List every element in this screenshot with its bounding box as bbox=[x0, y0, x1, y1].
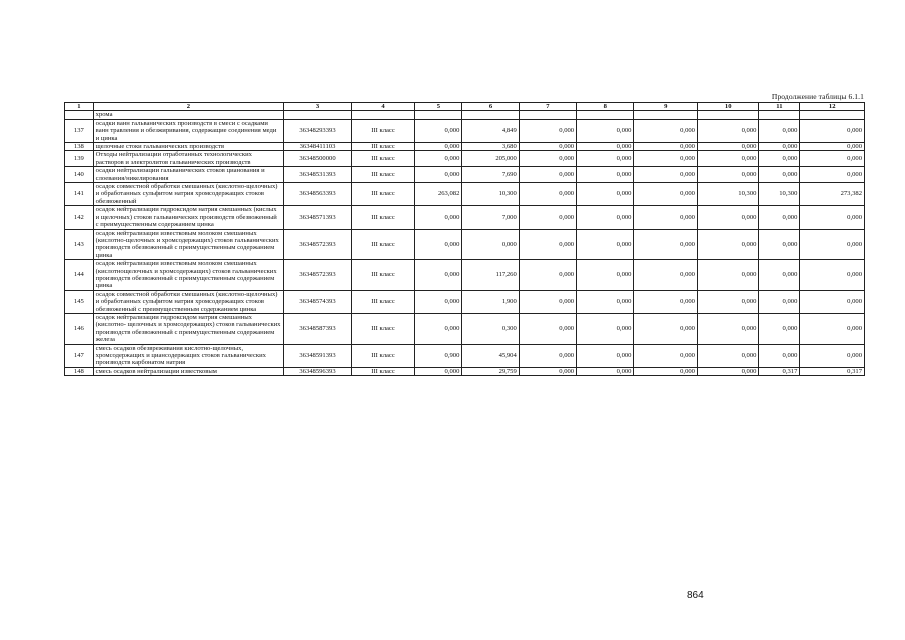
row-number: 140 bbox=[65, 167, 94, 183]
value-cell: 0,000 bbox=[759, 151, 800, 167]
value-cell: 10,300 bbox=[759, 183, 800, 206]
waste-code: 36348572393 bbox=[284, 229, 352, 260]
value-cell: 273,382 bbox=[800, 183, 865, 206]
value-cell: 0,000 bbox=[697, 143, 758, 151]
value-cell: 0,000 bbox=[697, 119, 758, 142]
value-cell: 0,000 bbox=[634, 260, 698, 291]
table-row bbox=[65, 229, 865, 260]
value-cell: 0,000 bbox=[634, 290, 698, 313]
value-cell: 0,000 bbox=[759, 206, 800, 229]
value-cell: 0,000 bbox=[634, 367, 698, 375]
value-cell: 0,000 bbox=[800, 260, 865, 291]
waste-name: осадок совместной обработки смешанных (кислотно-щелочных) и обработанных сульфитом натрия хромсодержащих стоков обезвоженный с преимущественным содержанием цинка bbox=[93, 290, 284, 313]
row-number: 141 bbox=[65, 183, 94, 206]
value-cell: 0,317 bbox=[800, 367, 865, 375]
col-header: 10 bbox=[697, 103, 758, 111]
value-cell: 0,000 bbox=[415, 119, 462, 142]
value-cell: 0,000 bbox=[759, 167, 800, 183]
hazard-class: III класс bbox=[351, 344, 415, 367]
value-cell: 45,904 bbox=[462, 344, 519, 367]
value-cell: 0,000 bbox=[519, 167, 576, 183]
value-cell: 0,000 bbox=[577, 344, 634, 367]
value-cell: 29,759 bbox=[462, 367, 519, 375]
page-number: 864 bbox=[687, 590, 704, 601]
waste-table bbox=[64, 102, 865, 376]
table-row bbox=[65, 167, 865, 183]
waste-name: осадок нейтрализации известковым молоком смешанных (кислотнощелочных и хромсодержащих) стоков гальванических производств обезвоженный с преимущественным содержанием цинка bbox=[93, 260, 284, 291]
value-cell: 0,000 bbox=[577, 151, 634, 167]
value-cell: 0,000 bbox=[415, 313, 462, 344]
hazard-class: III класс bbox=[351, 290, 415, 313]
value-cell: 0,000 bbox=[697, 290, 758, 313]
row-number: 143 bbox=[65, 229, 94, 260]
table-row bbox=[65, 119, 865, 142]
col-header: 5 bbox=[415, 103, 462, 111]
table-row bbox=[65, 183, 865, 206]
col-header: 9 bbox=[634, 103, 698, 111]
table-row bbox=[65, 313, 865, 344]
value-cell: 0,000 bbox=[759, 229, 800, 260]
value-cell: 0,000 bbox=[800, 167, 865, 183]
table-row bbox=[65, 367, 865, 375]
col-header: 8 bbox=[577, 103, 634, 111]
value-cell: 0,000 bbox=[634, 229, 698, 260]
waste-code: 36348411103 bbox=[284, 143, 352, 151]
value-cell: 0,000 bbox=[759, 344, 800, 367]
value-cell: 0,000 bbox=[415, 143, 462, 151]
value-cell: 0,000 bbox=[634, 344, 698, 367]
value-cell: 0,000 bbox=[415, 151, 462, 167]
value-cell: 0,000 bbox=[634, 143, 698, 151]
table-row bbox=[65, 143, 865, 151]
col-header: 2 bbox=[93, 103, 284, 111]
table-row bbox=[65, 151, 865, 167]
value-cell: 0,000 bbox=[519, 313, 576, 344]
table-row bbox=[65, 260, 865, 291]
value-cell: 0,000 bbox=[519, 183, 576, 206]
waste-code: 36348572393 bbox=[284, 260, 352, 291]
table-row bbox=[65, 206, 865, 229]
col-header: 11 bbox=[759, 103, 800, 111]
value-cell: 0,000 bbox=[519, 119, 576, 142]
row-number: 139 bbox=[65, 151, 94, 167]
value-cell: 0,000 bbox=[634, 167, 698, 183]
value-cell: 0,000 bbox=[697, 151, 758, 167]
table-row bbox=[65, 290, 865, 313]
value-cell: 0,000 bbox=[634, 313, 698, 344]
waste-code: 36348531393 bbox=[284, 167, 352, 183]
col-header: 12 bbox=[800, 103, 865, 111]
row-number: 137 bbox=[65, 119, 94, 142]
value-cell: 0,300 bbox=[462, 313, 519, 344]
value-cell: 0,000 bbox=[800, 313, 865, 344]
value-cell: 0,000 bbox=[697, 260, 758, 291]
hazard-class: III класс bbox=[351, 119, 415, 142]
hazard-class: III класс bbox=[351, 260, 415, 291]
waste-name: осадок нейтрализации гидроксидом натрия смешанных (кислых и щелочных) стоков гальванических производств обезвоженный с преимущественным содержанием цинка bbox=[93, 206, 284, 229]
value-cell: 0,000 bbox=[800, 344, 865, 367]
col-header: 6 bbox=[462, 103, 519, 111]
row-number: 147 bbox=[65, 344, 94, 367]
value-cell: 0,000 bbox=[519, 344, 576, 367]
value-cell: 10,300 bbox=[697, 183, 758, 206]
value-cell: 0,000 bbox=[800, 229, 865, 260]
value-cell: 0,000 bbox=[634, 206, 698, 229]
waste-code: 36348293393 bbox=[284, 119, 352, 142]
value-cell: 7,690 bbox=[462, 167, 519, 183]
value-cell: 0,000 bbox=[415, 229, 462, 260]
value-cell: 0,000 bbox=[519, 367, 576, 375]
value-cell: 3,680 bbox=[462, 143, 519, 151]
waste-code: 36348574393 bbox=[284, 290, 352, 313]
value-cell: 0,000 bbox=[462, 229, 519, 260]
value-cell: 0,000 bbox=[800, 119, 865, 142]
value-cell: 0,000 bbox=[415, 367, 462, 375]
hazard-class: III класс bbox=[351, 167, 415, 183]
value-cell: 10,300 bbox=[462, 183, 519, 206]
table-row bbox=[65, 344, 865, 367]
waste-name: щелочные стоки гальванических производств bbox=[93, 143, 284, 151]
hazard-class: III класс bbox=[351, 367, 415, 375]
hazard-class: III класс bbox=[351, 151, 415, 167]
value-cell: 205,000 bbox=[462, 151, 519, 167]
row-number: 144 bbox=[65, 260, 94, 291]
value-cell: 117,260 bbox=[462, 260, 519, 291]
waste-name: осадок нейтрализации гидроксидом натрия смешанных (кислотно- щелочных и хромсодержащих) стоков гальванических производств обезвоженный с преимущественным содержанием железа bbox=[93, 313, 284, 344]
continued-row bbox=[65, 111, 865, 119]
row-number: 146 bbox=[65, 313, 94, 344]
value-cell: 0,000 bbox=[415, 290, 462, 313]
value-cell: 0,000 bbox=[800, 143, 865, 151]
waste-code: 36348596393 bbox=[284, 367, 352, 375]
value-cell: 0,000 bbox=[697, 367, 758, 375]
value-cell: 0,000 bbox=[577, 313, 634, 344]
value-cell: 0,000 bbox=[697, 206, 758, 229]
value-cell: 0,000 bbox=[577, 290, 634, 313]
value-cell: 0,000 bbox=[697, 313, 758, 344]
value-cell: 0,317 bbox=[759, 367, 800, 375]
waste-name: осадки нейтрализации гальванических стоков цианования и слоевания/никелирования bbox=[93, 167, 284, 183]
value-cell: 0,000 bbox=[519, 151, 576, 167]
hazard-class: III класс bbox=[351, 229, 415, 260]
value-cell: 1,900 bbox=[462, 290, 519, 313]
value-cell: 0,000 bbox=[577, 229, 634, 260]
header-row bbox=[65, 103, 865, 111]
hazard-class: III класс bbox=[351, 143, 415, 151]
row-number: 138 bbox=[65, 143, 94, 151]
value-cell: 0,000 bbox=[577, 260, 634, 291]
col-header: 7 bbox=[519, 103, 576, 111]
value-cell: 0,000 bbox=[415, 167, 462, 183]
value-cell: 0,000 bbox=[759, 313, 800, 344]
continued-text: хрома bbox=[93, 111, 284, 119]
value-cell: 0,000 bbox=[634, 183, 698, 206]
waste-name: осадок совместной обработки смешанных (кислотно-щелочных) и обработанных сульфитом натрия хромсодержащих стоков обезвоженный bbox=[93, 183, 284, 206]
table-caption: Продолжение таблицы 6.1.1 bbox=[771, 92, 864, 101]
value-cell: 0,000 bbox=[577, 183, 634, 206]
value-cell: 0,000 bbox=[519, 260, 576, 291]
waste-code: 36348587393 bbox=[284, 313, 352, 344]
hazard-class: III класс bbox=[351, 183, 415, 206]
value-cell: 0,000 bbox=[519, 290, 576, 313]
value-cell: 0,000 bbox=[519, 229, 576, 260]
col-header: 4 bbox=[351, 103, 415, 111]
value-cell: 0,000 bbox=[519, 143, 576, 151]
value-cell: 0,000 bbox=[577, 367, 634, 375]
value-cell: 0,000 bbox=[800, 290, 865, 313]
value-cell: 4,849 bbox=[462, 119, 519, 142]
value-cell: 0,000 bbox=[577, 119, 634, 142]
value-cell: 0,000 bbox=[577, 143, 634, 151]
value-cell: 0,000 bbox=[415, 206, 462, 229]
waste-code: 36348591393 bbox=[284, 344, 352, 367]
value-cell: 0,000 bbox=[759, 143, 800, 151]
value-cell: 0,000 bbox=[759, 119, 800, 142]
value-cell: 0,000 bbox=[415, 260, 462, 291]
value-cell: 0,000 bbox=[577, 206, 634, 229]
col-header: 1 bbox=[65, 103, 94, 111]
waste-name: осадки ванн гальванических производств в смеси с осадками ванн травления и обезжиривания, содержащие соединения меди и цинка bbox=[93, 119, 284, 142]
col-header: 3 bbox=[284, 103, 352, 111]
waste-name: Отходы нейтрализации отработанных технологических растворов и электролитов гальванических производств bbox=[93, 151, 284, 167]
hazard-class: III класс bbox=[351, 313, 415, 344]
row-number: 142 bbox=[65, 206, 94, 229]
value-cell: 0,900 bbox=[415, 344, 462, 367]
row-number: 145 bbox=[65, 290, 94, 313]
waste-name: смесь осадков нейтрализации известковым bbox=[93, 367, 284, 375]
value-cell: 7,000 bbox=[462, 206, 519, 229]
value-cell: 0,000 bbox=[800, 206, 865, 229]
value-cell: 0,000 bbox=[759, 290, 800, 313]
value-cell: 0,000 bbox=[634, 151, 698, 167]
value-cell: 0,000 bbox=[697, 167, 758, 183]
value-cell: 263,082 bbox=[415, 183, 462, 206]
waste-code: 36348563393 bbox=[284, 183, 352, 206]
value-cell: 0,000 bbox=[577, 167, 634, 183]
value-cell: 0,000 bbox=[697, 344, 758, 367]
waste-name: осадок нейтрализации известковым молоком смешанных (кислотно-щелочных и хромсодержащих) стоков гальванических производств обезвоженный с преимущественным содержанием цинка bbox=[93, 229, 284, 260]
value-cell: 0,000 bbox=[634, 119, 698, 142]
waste-name: смесь осадков обезвреживания кислотно-щелочных, хромсодержащих и циансодержащих стоков гальванических производств карбонатом натрия bbox=[93, 344, 284, 367]
waste-code: 36348571393 bbox=[284, 206, 352, 229]
waste-code: 36348500000 bbox=[284, 151, 352, 167]
hazard-class: III класс bbox=[351, 206, 415, 229]
value-cell: 0,000 bbox=[697, 229, 758, 260]
value-cell: 0,000 bbox=[800, 151, 865, 167]
row-number: 148 bbox=[65, 367, 94, 375]
value-cell: 0,000 bbox=[759, 260, 800, 291]
value-cell: 0,000 bbox=[519, 206, 576, 229]
